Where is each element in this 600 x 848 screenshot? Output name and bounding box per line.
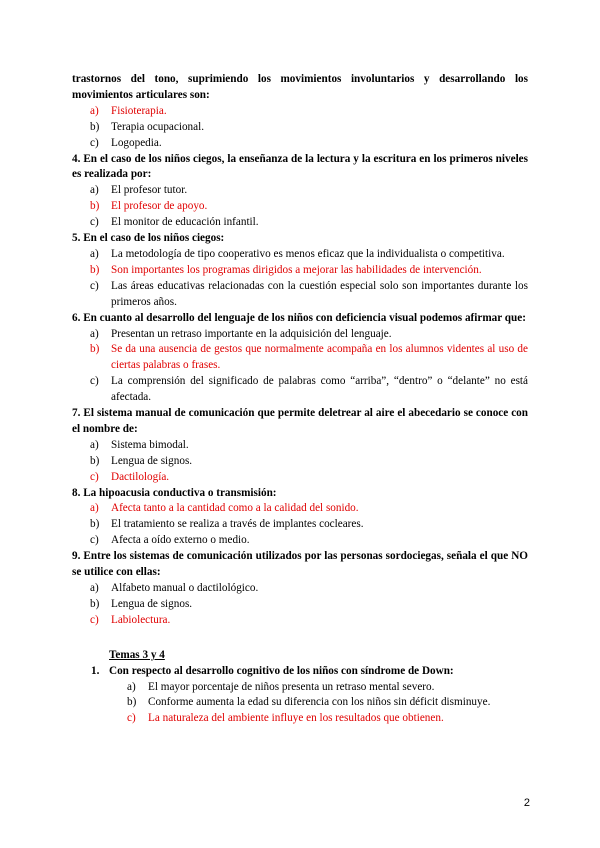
answer-option — [72, 680, 528, 696]
question-text: 8. La hipoacusia conductiva o transmisión: — [72, 486, 277, 499]
option-text: Labiolectura. — [111, 613, 171, 626]
question-text: 7. El sistema manual de comunicación que permite deletrear al aire el abecedario se conoce con el nombre de: — [72, 407, 528, 435]
question-options — [72, 183, 528, 231]
answer-option-correct — [72, 104, 528, 120]
option-text: Terapia ocupacional. — [111, 120, 205, 133]
page-content — [72, 72, 528, 727]
answer-option — [72, 136, 528, 152]
option-letter: b) — [90, 597, 100, 610]
option-letter: a) — [127, 680, 136, 693]
option-text: Logopedia. — [111, 136, 162, 149]
section-title: Temas 3 y 4 — [109, 648, 165, 661]
answer-option — [72, 438, 528, 454]
question-block — [72, 406, 528, 486]
option-text: Fisioterapia. — [111, 104, 167, 117]
answer-option — [72, 597, 528, 613]
option-letter: b) — [90, 120, 100, 133]
option-letter: c) — [90, 613, 99, 626]
answer-option — [72, 374, 528, 406]
answer-option — [72, 454, 528, 470]
option-text: La metodología de tipo cooperativo es menos eficaz que la individualista o competitiva. — [111, 247, 505, 260]
question-options — [72, 501, 528, 549]
option-text: Alfabeto manual o dactilológico. — [111, 582, 259, 594]
option-letter: a) — [90, 582, 99, 594]
question-block — [72, 311, 528, 406]
answer-option-correct — [72, 711, 528, 727]
answer-option — [72, 215, 528, 231]
question-options — [72, 581, 528, 629]
question-options — [72, 327, 528, 407]
option-text: Presentan un retraso importante en la adquisición del lenguaje. — [111, 327, 392, 340]
option-text: Son importantes los programas dirigidos a mejorar las habilidades de intervención. — [111, 263, 482, 276]
option-letter: b) — [90, 343, 100, 356]
option-letter: b) — [90, 518, 100, 531]
option-letter: c) — [90, 470, 99, 483]
option-text: Sistema bimodal. — [111, 438, 189, 451]
option-text: Dactilología. — [111, 470, 170, 483]
questions-list — [72, 152, 528, 629]
option-letter: a) — [90, 502, 99, 515]
intro-options — [72, 104, 528, 152]
option-letter: b) — [90, 263, 100, 276]
answer-option — [72, 247, 528, 263]
option-text: Afecta tanto a la cantidad como a la calidad del sonido. — [111, 502, 359, 515]
section-questions-list — [72, 664, 528, 728]
option-text: Lengua de signos. — [111, 454, 193, 467]
option-letter: b) — [127, 696, 137, 709]
option-text: Las áreas educativas relacionadas con la cuestión especial solo son importantes durante los primeros años. — [111, 279, 528, 308]
question-text: Con respecto al desarrollo cognitivo de los niños con síndrome de Down: — [109, 664, 454, 677]
answer-option-correct — [72, 342, 528, 374]
answer-option — [72, 581, 528, 597]
option-text: La naturaleza del ambiente influye en los resultados que obtienen. — [148, 712, 444, 725]
page-number: 2 — [523, 797, 530, 809]
answer-option-correct — [72, 470, 528, 486]
answer-option — [72, 695, 528, 711]
section-question-block — [72, 664, 528, 728]
question-options — [72, 247, 528, 311]
question-text: 5. En el caso de los niños ciegos: — [72, 232, 225, 245]
option-letter: b) — [90, 200, 100, 213]
question-block — [72, 152, 528, 232]
answer-option — [72, 533, 528, 549]
option-letter: a) — [90, 327, 99, 340]
question-block — [72, 231, 528, 311]
option-letter: c) — [90, 534, 99, 547]
answer-option-correct — [72, 263, 528, 279]
option-letter: c) — [127, 712, 136, 725]
option-letter: c) — [90, 279, 99, 292]
question-block — [72, 549, 528, 629]
question-options — [72, 438, 528, 486]
option-letter: a) — [90, 438, 99, 451]
question-text: 9. Entre los sistemas de comunicación utilizados por las personas sordociegas, señala el que NO se utilice con ellas: — [72, 550, 528, 579]
option-text: El tratamiento se realiza a través de implantes cocleares. — [111, 518, 364, 531]
option-text: El monitor de educación infantil. — [111, 216, 259, 229]
answer-option — [72, 183, 528, 199]
option-letter: a) — [90, 104, 99, 117]
option-text: El mayor porcentaje de niños presenta un retraso mental severo. — [148, 680, 435, 693]
question-block — [72, 486, 528, 550]
answer-option-correct — [72, 199, 528, 215]
answer-option-correct — [72, 501, 528, 517]
option-text: Conforme aumenta la edad su diferencia con los niños sin déficit disminuye. — [148, 696, 491, 709]
option-text: El profesor de apoyo. — [111, 200, 208, 213]
option-letter: a) — [90, 184, 99, 197]
option-text: Afecta a oído externo o medio. — [111, 534, 250, 547]
question-options — [72, 680, 528, 728]
option-text: Lengua de signos. — [111, 597, 193, 610]
intro-question-tail: trastornos del tono, suprimiendo los movimientos involuntarios y desarrollando los movimientos articulares son: — [72, 73, 528, 101]
option-text: El profesor tutor. — [111, 184, 188, 197]
option-text: La comprensión del significado de palabras como “arriba”, “dentro” o “delante” no está afectada. — [111, 375, 528, 404]
option-text: Se da una ausencia de gestos que normalmente acompaña en los alumnos videntes al uso de ciertas palabras o frases. — [111, 343, 528, 372]
option-letter: b) — [90, 454, 100, 467]
answer-option-correct — [72, 613, 528, 629]
option-letter: c) — [90, 216, 99, 229]
question-number: 1. — [91, 664, 100, 677]
section-question — [72, 664, 528, 680]
answer-option — [72, 327, 528, 343]
answer-option — [72, 120, 528, 136]
question-text: 6. En cuanto al desarrollo del lenguaje de los niños con deficiencia visual podemos afirmar que: — [72, 311, 526, 324]
option-letter: a) — [90, 247, 99, 260]
option-letter: c) — [90, 375, 99, 388]
answer-option — [72, 517, 528, 533]
question-text: 4. En el caso de los niños ciegos, la enseñanza de la lectura y la escritura en los primeros niveles es realizada por: — [72, 152, 528, 181]
answer-option — [72, 279, 528, 311]
option-letter: c) — [90, 136, 99, 149]
